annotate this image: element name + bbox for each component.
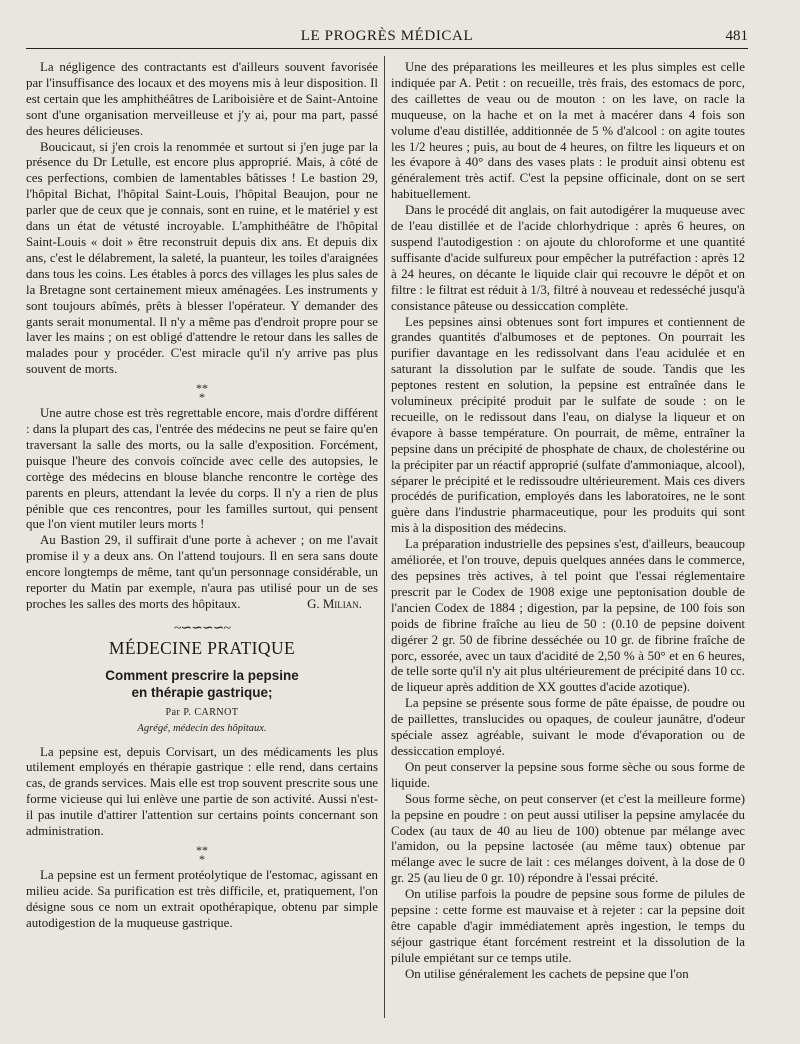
paragraph: Une autre chose est très regrettable encore, mais d'ordre différent : dans la plupart des cas, l'entrée des médecins ne peut se faire qu'en traversant la salle des morts, ou la salle d'exposition. Forcément, puisque l'heure des convois coïncide avec celle des autopsies, le cortège des médecins en blouse blanche rencontre le cortège des parents en pleurs, attendant la levée du corps. Il n'y a rien de plus pénible que ces rencontres, pour les familles surtout, qui pensent que l'on vient mutiler leurs morts ! <box>26 406 378 532</box>
paragraph: Boucicaut, si j'en crois la renommée et surtout si j'en juge par la présence du Dr Letulle, est encore plus approprié. Mais, à côté de ces perfections, combien de lamentables bâtisses ! Le bastion 29, l'hôpital Bichat, l'hôpital Saint-Louis, l'hôpital Beaujon, pour ne parler que de ceux que je connais, sont en ruine, et le matériel y est dans un état de vétusté incroyable. L'amphithéâtre de l'hôpital Saint-Louis « doit » être reconstruit depuis dix ans. Et depuis dix ans, c'est le délabrement, la saleté, la puanteur, les toiles d'araignées dans tous les coins. Les étables à porcs des villages les plus sales de la Bretagne sont certainement mieux aménagées. Les instruments y sont toujours abîmés, prêts à blesser l'opérateur. Y demander des gants serait monumental. Il n'y a même pas d'endroit propre pour se laver les mains ; on est obligé d'attendre le retour dans les salles de malades pour y procéder. C'est miracle qu'il n'y arrive pas plus souvent de morts. <box>26 139 378 377</box>
article-title-line-1: Comment prescrire la pepsine <box>105 667 299 683</box>
paragraph: Au Bastion 29, il suffirait d'une porte à achever ; on me l'avait promise il y a deux ans. On l'attend toujours. Il en sera sans doute encore longtemps de même, tant qu'un personnage considérable, un reporter du Matin par exemple, n'aura pas utilisé pour un de ses proches les salles des morts des hôpitaux. <box>26 533 378 611</box>
paragraph: La pepsine est un ferment protéolytique de l'estomac, agissant en milieu acide. Sa purification est très difficile, et, pratiquement, l'on désigne sous ce nom un extrait opothérapique, obtenu par simple autodigestion de la muqueuse gastrique. <box>26 867 378 930</box>
page-header <box>26 26 748 49</box>
page-number: 481 <box>725 28 748 44</box>
section-heading: MÉDECINE PRATIQUE <box>108 637 296 658</box>
paragraph: On utilise généralement les cachets de pepsine que l'on <box>405 966 689 981</box>
author-affiliation: Agrégé, médecin des hôpitaux. <box>137 722 267 734</box>
paragraph: Dans le procédé dit anglais, on fait autodigérer la muqueuse avec de l'eau distillée et de l'acide chlorhydrique : après 6 heures, on suspend l'autodigestion : on ajoute du chloroforme et une quantité suffisante d'acide sulfureux pour empêcher la putréfaction : après 12 à 24 heures, on décante le liquide clair qui recouvre le dépôt et on filtre : le filtrat est réduit à 1/3, filtré à nouveau et redesséché jusqu'à consistance pâteuse ou dessiccation complète. <box>391 203 745 313</box>
paragraph: La pepsine se présente sous forme de pâte épaisse, de poudre ou de paillettes, translucides ou opaques, de couleur jaunâtre, d'odeur spéciale assez agréable, suivant le mode d'évaporation ou de dessiccation employé. <box>391 696 745 758</box>
paragraph: Les pepsines ainsi obtenues sont fort impures et contiennent de grandes quantités d'albumoses et de peptones. On pourrait les purifier davantage en les redissolvant dans l'eau acidulée et en saturant la dissolution par le sulfate de soude. Tandis que les peptones restent en solution, la pepsine est entraînée dans le volumineux précipité produit par le sulfate de soude : on le recueille, on le redissout dans l'eau, on dialyse la liqueur et on évapore à basse température. On pourrait, de même, entraîner la pepsine dans un précipité de phosphate de chaux, de cholestérine ou la précipiter par un réactif approprié (sulfate d'ammoniaque, alcool), séparer le précipité et le redissoudre ultérieurement. Mais ces divers procédés de purification, employés dans les laboratoires, ne le sont guère dans l'industrie pharmaceutique, pour les produits qui sont mis à la disposition des médecins. <box>391 314 745 536</box>
divider-ornament: ~∽∽∽∽~ <box>173 620 231 636</box>
running-title: LE PROGRÈS MÉDICAL <box>300 28 474 44</box>
paragraph: La pepsine est, depuis Corvisart, un des médicaments les plus utilement employés en thérapie gastrique : elle rend, dans certains cas, de grands services. Mais elle est trop souvent prescrite sous une forme vicieuse qui lui enlève une partie de son activité. Aussi n'est-il pas inutile d'attirer l'attention sur certains points concernant son administration. <box>26 744 378 839</box>
left-column <box>26 60 378 932</box>
article-author: Par P. CARNOT <box>165 706 239 718</box>
paragraph: Sous forme sèche, on peut conserver (et c'est la meilleure forme) la pepsine en poudre : on peut aussi utiliser la pepsine amylacée du Codex (au taux de 40 au lieu de 100) obtenue par mélange avec l'amidon, ou la pepsine lactosée (au même taux) obtenue par mélange avec le sucre de lait : ces mélanges doivent, à la dose de 0 gr. 25 (au lieu de 0 gr. 10) répondre à l'essai précité. <box>391 791 745 886</box>
paragraph: On utilise parfois la poudre de pepsine sous forme de pilules de pepsine : cette forme est mauvaise et à rejeter : car la pepsine doit être capable d'agir immédiatement après ingestion, le temps du séjour gastrique étant forcément restreint et la dissolution de la pilule empiétant sur ce temps utile. <box>391 887 745 965</box>
right-column <box>391 60 745 983</box>
signature-text: G. Milian. <box>307 597 362 612</box>
article-title-line-2: en thérapie gastrique; <box>131 684 273 700</box>
asterism: ** * <box>196 381 208 405</box>
paragraph: On peut conserver la pepsine sous forme sèche ou sous forme de liquide. <box>391 759 745 790</box>
paragraph: Une des préparations les meilleures et les plus simples est celle indiquée par A. Petit : on recueille, très frais, des estomacs de porc, des caillettes de veau ou de mouton : on les lave, on racle la muqueuse, on la hache et on la met à macérer dans 4 fois son volume d'eau distillée, additionnée de 5 % d'alcool : on agite toutes les 1/2 heures ; puis, au bout de 4 heures, on filtre les liqueurs et on les évapore à 40° dans des vases plats : le produit ainsi obtenu est généralement très actif. C'est la pepsine officinale, dont on se sert habituellement. <box>391 60 745 202</box>
paragraph: La négligence des contractants est d'ailleurs souvent favorisée par l'insuffisance des locaux et des moyens mis à leur disposition. Il est certain que les amphithéâtres de Lariboisière et de Saint-Antoine sont d'une organisation merveilleuse et j'y ai, pour ma part, passé des heures délicieuses. <box>26 60 378 138</box>
asterism: ** * <box>196 842 208 866</box>
column-divider <box>384 56 385 1018</box>
paragraph: La préparation industrielle des pepsines s'est, d'ailleurs, beaucoup améliorée, et l'on trouve, depuis quelques années dans le commerce, des pepsines très actives, à tel point que l'essai réglementaire prescrit par le Codex de 1908 exige une peptonisation double de l'ancien Codex de 1884 ; digestion, par la pepsine, de 100 fois son poids de fibrine fraîche au lieu de 50 : (0.10 de pepsine doivent digérer 2 gr. 50 de fibrine desséchée ou 10 gr. de fibrine fraîche de porc, essorée, avec un taux d'acidité de 2,50 % à 50° et en 6 heures, de telle sorte qu'il n'y ait plus ultérieurement de précipité dans 10 cc. de liqueur après addition de XX gouttes d'acide azotique). <box>391 537 745 695</box>
